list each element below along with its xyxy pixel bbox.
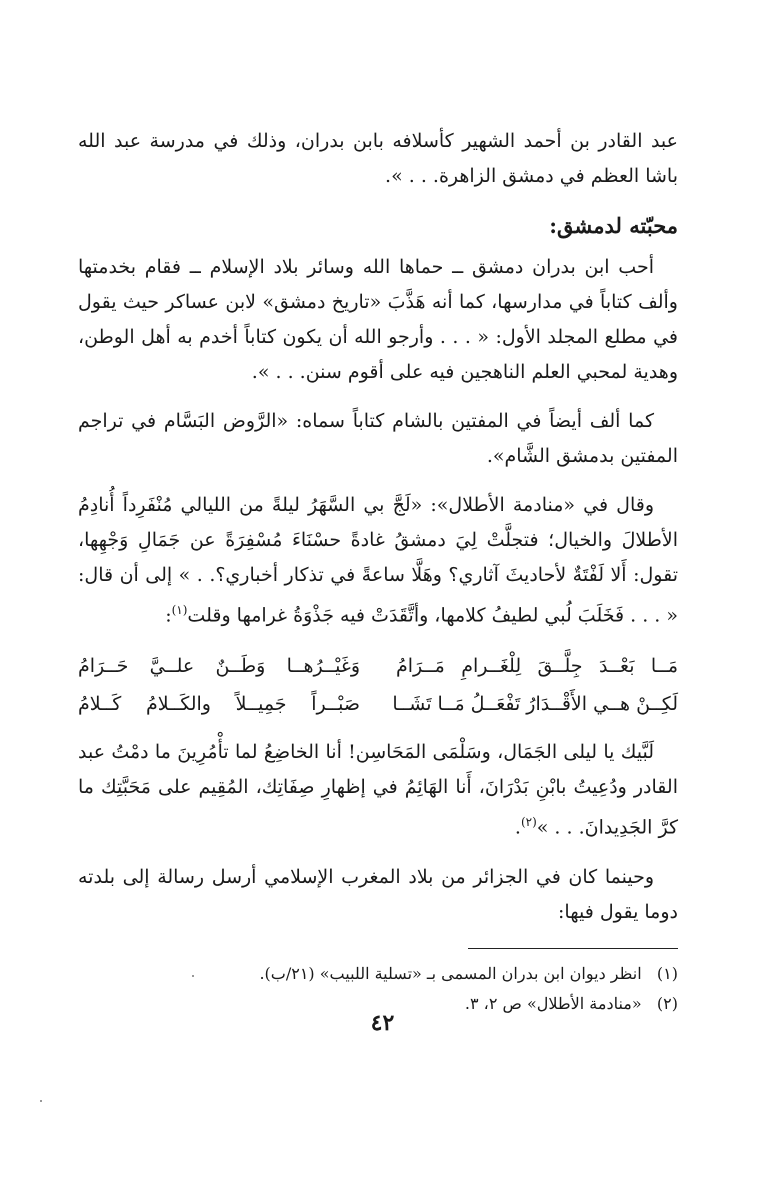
poem-verses [78, 647, 678, 723]
verse-first-hemistich: لَكِــنْ هــي الأَقْــدَارُ تَفْعَــلُ مَــا تَشَــا [392, 693, 678, 716]
scan-speck [192, 975, 194, 977]
footnote-text: انظر ديوان ابن بدران المسمى بـ «تسلية اللبيب» (٢١/ب). [259, 963, 642, 983]
footnote-text: «منادمة الأطلال» ص ٢، ٣. [464, 993, 642, 1013]
scan-speck [40, 1100, 42, 1102]
paragraph-love-of-damascus: أحب ابن بدران دمشق ــ حماها الله وسائر بلاد الإسلام ــ فقام بخدمتها وألف كتاباً في مدارسها، كما أنه هَذَّبَ «تاريخ دمشق» لابن عساكر حيث يقول في مطلع المجلد الأول: « . . . وأرجو الله أن يكون كتاباً أخدم به أهل الوطن، وهدية لمحبي العلم الناهجين فيه على أقوم سنن. . . ». [78, 256, 678, 383]
paragraph-algeria-letter: وحينما كان في الجزائر من بلاد المغرب الإسلامي أرسل رسالة إلى بلدته دوما يقول فيها: [78, 865, 678, 923]
footnote-ref-1: (١) [171, 603, 188, 617]
verse-second-hemistich: وَغَيْــرُهــا وَطَــنٌ علــيَّ حَــرَامُ [78, 655, 360, 678]
paragraph-munadamat-quote: وقال في «منادمة الأطلال»: «لَجَّ بي السَّهَرُ ليلةً من الليالي مُنْفَرِداً أُنادِمُ الأطلالَ والخيال؛ فتجلَّتْ لِيَ دمشقُ غادةً حسْنَاءَ مُسْفِرَةً عن جَمَالِ وَجْهِها، تقول: أَلا لَفْتَةٌ لأحاديثَ آثاري؟ وهَلَّا ساعةً في تذكار أخباري؟. . » إلى أن قال: « . . . فَخَلَبَ لُبي لطيفُ كلامها، وأتَّقَدَتْ فيه جَذْوَةُ غرامها وقلت$^{(١)}$: [78, 494, 678, 627]
book-page [78, 124, 678, 1019]
footnote [78, 959, 678, 989]
verse-row [78, 685, 678, 723]
paragraph-continuation: عبد القادر بن أحمد الشهير كأسلافه بابن بدران، وذلك في مدرسة عبد الله باشا العظم في دمشق الزاهرة. . . ». [78, 130, 678, 187]
verse-row [78, 647, 678, 685]
page-number: ٤٢ [370, 1010, 395, 1036]
paragraph-labbayk: لَبَّيك يا ليلى الجَمَال، وسَلْمَى المَحَاسِن! أنا الخاضِعُ لما تأْمُرِينَ ما دمْتُ عبد القادر ودُعِيتُ بابْنِ بَدْرَانَ، أَنا الهَائِمُ في إظهارِ صِفَاتِك، المُقِيم على مَحَبَّتِك ما كرَّ الجَدِيدانَ. . . »$^{(٢)}$. [78, 741, 678, 839]
footnote-ref-2: (٢) [520, 815, 537, 830]
footnote-number: (١) [656, 963, 678, 983]
footnote-number: (٢) [656, 993, 678, 1013]
section-heading: محبّته لدمشق: [549, 213, 678, 238]
verse-first-hemistich: مَــا بَعْــدَ جِلَّــقَ لِلْغَــرامِ مَــرَامُ [396, 655, 678, 678]
footnote-divider [468, 948, 678, 949]
paragraph-muftis-book: كما ألف أيضاً في المفتين بالشام كتاباً سماه: «الرَّوض البَسَّام في تراجم المفتين بدمشق الشَّام». [78, 410, 678, 467]
verse-second-hemistich: صَبْــراً جَمِيــلاً والكَــلامُ كَــلامُ [78, 693, 360, 716]
